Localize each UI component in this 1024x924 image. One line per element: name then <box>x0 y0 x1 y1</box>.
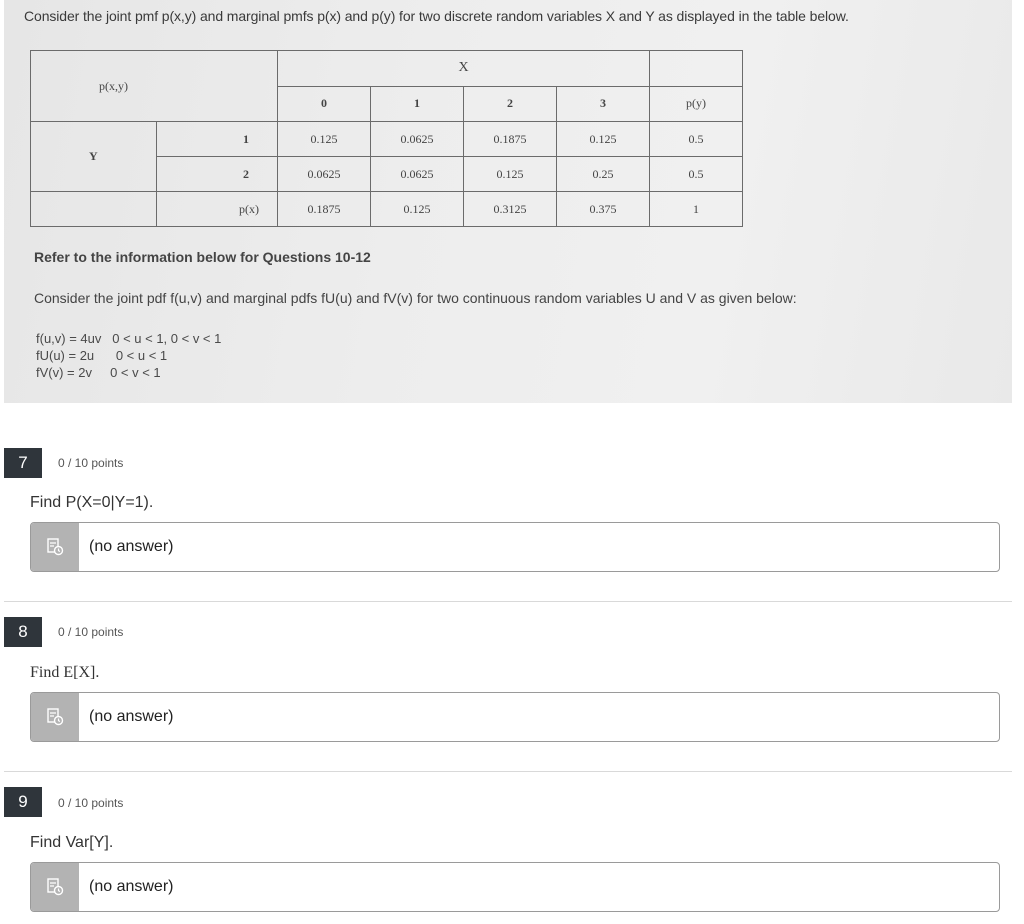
table-cell: 0.0625 <box>371 157 464 192</box>
table-cell: 0.125 <box>278 122 371 157</box>
pdf-formulas <box>36 330 221 381</box>
formula-range: 0 < u < 1, 0 < v < 1 <box>112 331 222 346</box>
x-value: 0 <box>278 86 371 122</box>
formula-range: 0 < v < 1 <box>110 365 161 380</box>
formula-row <box>36 364 221 381</box>
formula-row <box>36 330 221 347</box>
table-cell: 0.1875 <box>464 122 557 157</box>
formula-range: 0 < u < 1 <box>115 348 168 363</box>
py-label: p(y) <box>650 86 743 122</box>
y-label: Y <box>31 122 157 192</box>
px-total: 1 <box>650 192 743 227</box>
answer-value: (no answer) <box>89 538 174 555</box>
table-cell: 0.125 <box>557 122 650 157</box>
x-label: X <box>278 51 650 87</box>
divider <box>4 771 1012 772</box>
question-number: 8 <box>4 617 42 647</box>
formula: fV(v) = 2v <box>36 365 92 380</box>
x-value: 3 <box>557 86 650 122</box>
file-clock-icon <box>31 863 79 911</box>
px-label: p(x) <box>156 192 277 227</box>
px-value: 0.375 <box>557 192 650 227</box>
problem-intro: Consider the joint pmf p(x,y) and marginal pmfs p(x) and p(y) for two discrete random variables X and Y as displayed in the table below. <box>24 8 849 24</box>
file-clock-icon <box>31 523 79 571</box>
file-clock-icon <box>31 693 79 741</box>
px-value: 0.1875 <box>278 192 371 227</box>
question-points: 0 / 10 points <box>58 456 124 470</box>
question-text: Find E[X]. <box>30 664 100 681</box>
answer-box[interactable] <box>30 522 1000 572</box>
problem-image <box>4 0 1012 403</box>
x-value: 1 <box>371 86 464 122</box>
y-value: 1 <box>156 122 277 157</box>
table-cell: 0.0625 <box>278 157 371 192</box>
question-number: 7 <box>4 448 42 478</box>
formula: fU(u) = 2u <box>36 348 95 363</box>
corner-label: p(x,y) <box>31 51 278 122</box>
answer-box[interactable] <box>30 862 1000 912</box>
formula-row <box>36 347 221 364</box>
question-text: Find Var[Y]. <box>30 834 114 851</box>
question-text: Find P(X=0|Y=1). <box>30 494 154 511</box>
x-value: 2 <box>464 86 557 122</box>
px-value: 0.3125 <box>464 192 557 227</box>
answer-value: (no answer) <box>89 878 174 895</box>
py-value: 0.5 <box>650 157 743 192</box>
divider <box>4 601 1012 602</box>
table-cell: 0.0625 <box>371 122 464 157</box>
table-cell: 0.125 <box>464 157 557 192</box>
joint-pmf-table <box>30 50 743 227</box>
refer-note: Refer to the information below for Questions 10-12 <box>34 249 371 265</box>
table-cell: 0.25 <box>557 157 650 192</box>
continuous-intro: Consider the joint pdf f(u,v) and marginal pdfs fU(u) and fV(v) for two continuous random variables U and V as given below: <box>34 290 797 306</box>
question-number: 9 <box>4 787 42 817</box>
answer-value: (no answer) <box>89 708 174 725</box>
question-points: 0 / 10 points <box>58 796 124 810</box>
px-value: 0.125 <box>371 192 464 227</box>
answer-box[interactable] <box>30 692 1000 742</box>
formula: f(u,v) = 4uv <box>36 331 102 346</box>
py-value: 0.5 <box>650 122 743 157</box>
question-points: 0 / 10 points <box>58 625 124 639</box>
y-value: 2 <box>156 157 277 192</box>
